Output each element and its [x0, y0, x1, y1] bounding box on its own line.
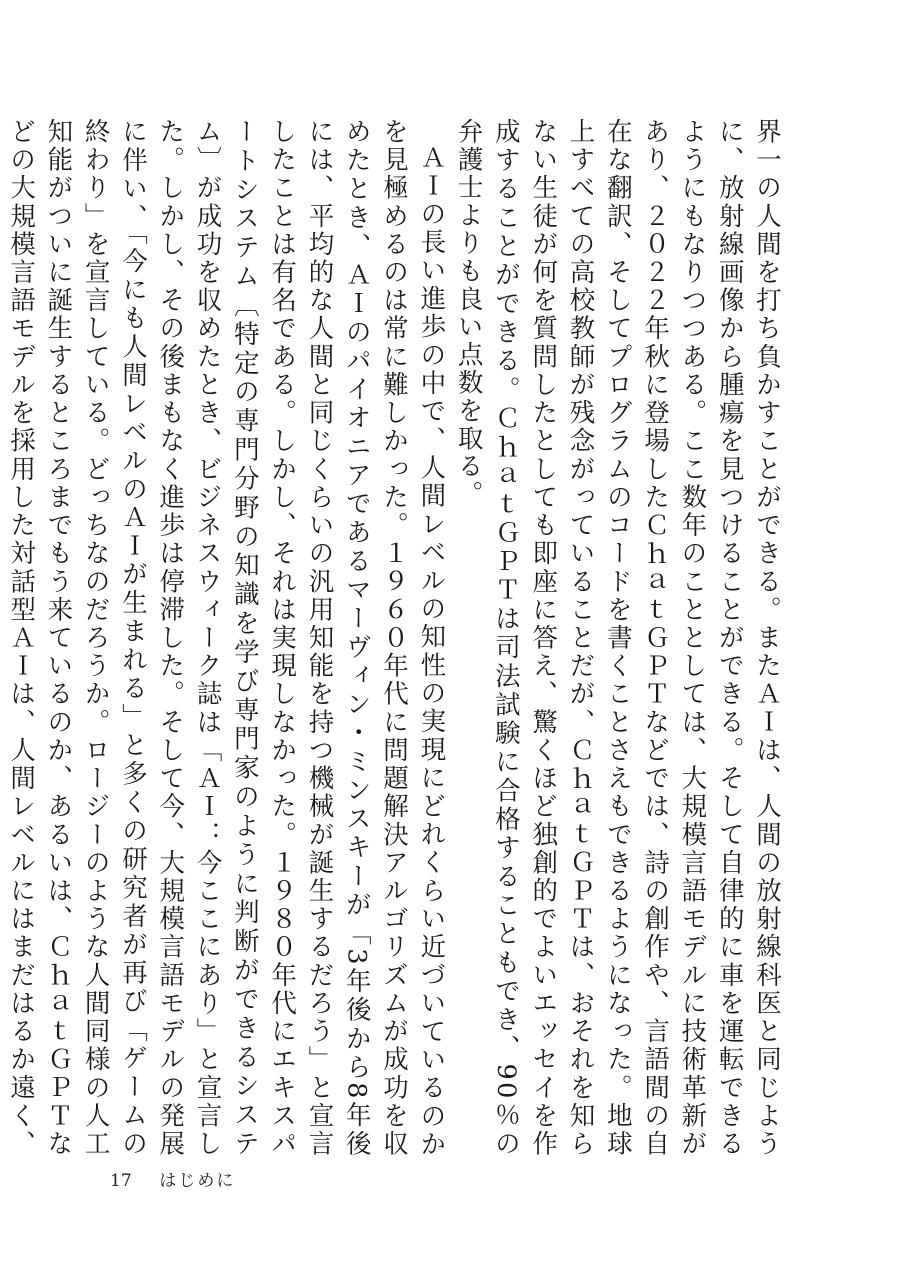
page-footer — [110, 1166, 235, 1191]
body-text — [6, 118, 785, 1158]
page-number: 17 — [110, 1171, 132, 1191]
paragraph-2: ＡＩの長い進歩の中で、人間レベルの知性の実現にどれくらい近づいているのかを見極めるのは常に難しかった。１９６０年代に問題解決アルゴリズムが成功を収めたとき、ＡＩのパイオニアであるマーヴィン・ミンスキーが「3年後から8年後には、平均的な人間と同じくらいの汎用知能を持つ機械が誕生するだろう」と宣言したことは有名である。しかし、それは実現しなかった。１９８０年代にエキスパートシステム〔特定の専門分野の知識を学び専門家のように判断ができるシステム〕が成功を収めたとき、ビジネスウィーク誌は「ＡＩ：今ここにあり」と宣言した。しかし、その後まもなく進歩は停滞した。そして今、大規模言語モデルの発展に伴い、「今にも人間レベルのＡＩが生まれる」と多くの研究者が再び「ゲームの終わり」を宣言している。どっちなのだろうか。ロージーのような人間同様の人工知能がついに誕生するところまでもう来ているのか、あるいは、ＣｈａｔＧＰＴなどの大規模言語モデルを採用した対話型ＡＩは、人間レベルにはまだはるか遠く、 — [6, 118, 447, 1158]
paragraph-1: 界一の人間を打ち負かすことができる。またＡＩは、人間の放射線科医と同じように、放射線画像から腫瘍を見つけることができる。そして自律的に車を運転できるようにもなりつつある。ここ数年のこととしては、大規模言語モデルに技術革新があり、２０２２年秋に登場したＣｈａｔＧＰＴなどでは、詩の創作や、言語間の自在な翻訳、そしてプログラムのコードを書くことさえもできるようになった。地球上すべての高校教師が残念がっていることだが、ＣｈａｔＧＰＴは、おそれを知らない生徒が何を質問したとしても即座に答え、驚くほど独創的でよいエッセイを作成することができる。ＣｈａｔＧＰＴは司法試験に合格することもでき、90％の弁護士よりも良い点数を取る。 — [453, 118, 782, 1158]
running-head: はじめに — [159, 1171, 236, 1191]
